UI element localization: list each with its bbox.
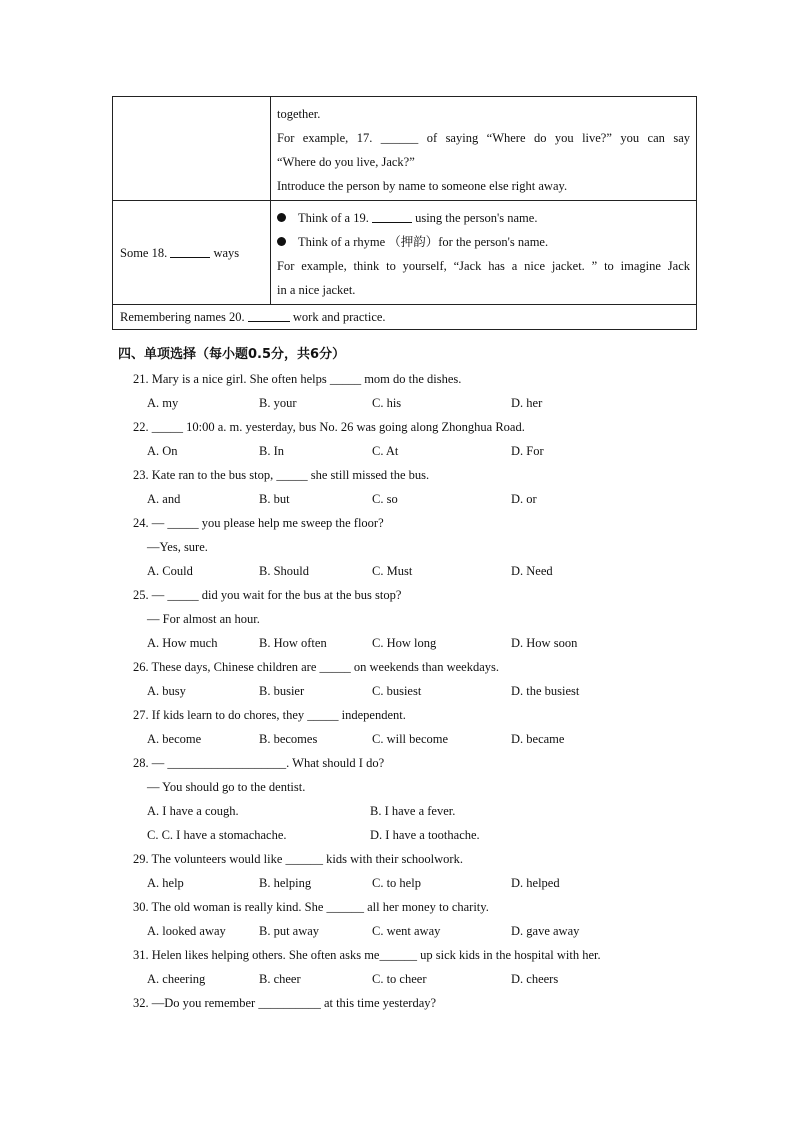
option-a[interactable]: A. cheering xyxy=(147,972,206,986)
option-d[interactable]: D. How soon xyxy=(511,636,578,650)
option-b[interactable]: B. Should xyxy=(259,564,310,578)
option-a[interactable]: A. and xyxy=(147,492,181,506)
bullet-prefix: Think of a 19. xyxy=(298,211,369,225)
question-stem: 25. — _____ did you wait for the bus at the bus stop? xyxy=(133,588,402,602)
ways-suffix: ways xyxy=(213,245,240,260)
table-row xyxy=(113,97,697,201)
option-c[interactable]: C. busiest xyxy=(372,684,422,698)
option-b[interactable]: B. put away xyxy=(259,924,320,938)
ways-prefix: Some 18. xyxy=(120,245,168,260)
option-d[interactable]: D. Need xyxy=(511,564,553,578)
table-cell-empty xyxy=(113,97,271,201)
answer-options xyxy=(147,636,707,656)
option-b[interactable]: B. busier xyxy=(259,684,305,698)
option-d[interactable]: D. helped xyxy=(511,876,560,890)
option-b[interactable]: B. cheer xyxy=(259,972,301,986)
option-a[interactable]: A. become xyxy=(147,732,202,746)
option-c[interactable]: C. C. I have a stomachache. xyxy=(147,828,287,842)
tip-line: For example, 17. ______ of saying “Where do you live?” you can say xyxy=(277,131,690,145)
answer-blank-19[interactable] xyxy=(372,210,412,223)
table-row xyxy=(113,201,697,305)
option-c[interactable]: C. will become xyxy=(372,732,449,746)
table-row xyxy=(113,305,697,330)
question-stem: 22. _____ 10:00 a. m. yesterday, bus No. 26 was going along Zhonghua Road. xyxy=(133,420,525,434)
option-b[interactable]: B. becomes xyxy=(259,732,318,746)
question-stem: 23. Kate ran to the bus stop, _____ she still missed the bus. xyxy=(133,468,430,482)
option-b[interactable]: B. helping xyxy=(259,876,312,890)
option-c[interactable]: C. went away xyxy=(372,924,441,938)
question-reply: —Yes, sure. xyxy=(147,540,208,554)
section-title: 四、单项选择（每小题0.5分，共6分） xyxy=(118,347,346,362)
answer-options xyxy=(147,804,707,824)
bullet-icon xyxy=(277,213,286,222)
table-cell-ways-detail xyxy=(271,201,697,305)
example-line: For example, think to yourself, “Jack has a nice jacket. ” to imagine Jack xyxy=(277,259,690,273)
bullet-text: Think of a rhyme （押韵）for the person's name. xyxy=(298,235,549,249)
option-c[interactable]: C. How long xyxy=(372,636,437,650)
question-reply: — For almost an hour. xyxy=(147,612,260,626)
option-d[interactable]: D. For xyxy=(511,444,544,458)
option-b[interactable]: B. In xyxy=(259,444,284,458)
answer-options xyxy=(147,876,707,896)
option-c[interactable]: C. so xyxy=(372,492,398,506)
option-a[interactable]: A. help xyxy=(147,876,184,890)
option-a[interactable]: A. Could xyxy=(147,564,193,578)
bullet-line xyxy=(277,206,690,230)
summary-suffix: work and practice. xyxy=(292,310,386,324)
table-cell-ways xyxy=(113,201,271,305)
option-d[interactable]: D. became xyxy=(511,732,565,746)
option-d[interactable]: D. the busiest xyxy=(511,684,580,698)
option-c[interactable]: C. At xyxy=(372,444,399,458)
option-a[interactable]: A. On xyxy=(147,444,178,458)
answer-blank-20[interactable] xyxy=(248,309,290,322)
answer-options xyxy=(147,564,707,584)
option-d[interactable]: D. or xyxy=(511,492,537,506)
option-a[interactable]: A. How much xyxy=(147,636,218,650)
option-d[interactable]: D. her xyxy=(511,396,543,410)
question-stem: 30. The old woman is really kind. She ______ all her money to charity. xyxy=(133,900,489,914)
example-line: in a nice jacket. xyxy=(277,283,356,297)
tip-line: “Where do you live, Jack?” xyxy=(277,155,415,169)
answer-options xyxy=(147,828,707,848)
question-stem: 31. Helen likes helping others. She often asks me______ up sick kids in the hospital with her. xyxy=(133,948,601,962)
answer-options xyxy=(147,684,707,704)
summary-table xyxy=(112,96,697,330)
answer-options xyxy=(147,396,707,416)
question-stem: 24. — _____ you please help me sweep the floor? xyxy=(133,516,384,530)
option-c[interactable]: C. to cheer xyxy=(372,972,427,986)
option-a[interactable]: A. looked away xyxy=(147,924,226,938)
option-c[interactable]: C. to help xyxy=(372,876,421,890)
table-cell-summary xyxy=(113,305,697,330)
question-reply: — You should go to the dentist. xyxy=(147,780,306,794)
question-stem: 29. The volunteers would like ______ kids with their schoolwork. xyxy=(133,852,463,866)
answer-options xyxy=(147,732,707,752)
answer-options xyxy=(147,444,707,464)
option-a[interactable]: A. my xyxy=(147,396,179,410)
option-b[interactable]: B. How often xyxy=(259,636,327,650)
answer-options xyxy=(147,924,707,944)
option-d[interactable]: D. cheers xyxy=(511,972,559,986)
question-stem: 32. —Do you remember __________ at this time yesterday? xyxy=(133,996,437,1010)
summary-prefix: Remembering names 20. xyxy=(120,310,245,324)
option-c[interactable]: C. his xyxy=(372,396,402,410)
tip-line: together. xyxy=(277,107,321,121)
option-c[interactable]: C. Must xyxy=(372,564,413,578)
option-b[interactable]: B. I have a fever. xyxy=(370,804,456,818)
bullet-line xyxy=(277,230,690,254)
option-d[interactable]: D. I have a toothache. xyxy=(370,828,480,842)
bullet-icon xyxy=(277,237,286,246)
question-stem: 27. If kids learn to do chores, they _____ independent. xyxy=(133,708,406,722)
answer-blank-18[interactable] xyxy=(170,245,210,258)
option-b[interactable]: B. your xyxy=(259,396,297,410)
question-stem: 28. — ___________________. What should I do? xyxy=(133,756,385,770)
option-d[interactable]: D. gave away xyxy=(511,924,580,938)
option-a[interactable]: A. I have a cough. xyxy=(147,804,239,818)
question-stem: 21. Mary is a nice girl. She often helps _____ mom do the dishes. xyxy=(133,372,462,386)
option-b[interactable]: B. but xyxy=(259,492,290,506)
bullet-suffix: using the person's name. xyxy=(415,211,538,225)
table-cell-tips xyxy=(271,97,697,201)
tip-line: Introduce the person by name to someone else right away. xyxy=(277,179,568,193)
answer-options xyxy=(147,972,707,992)
question-stem: 26. These days, Chinese children are _____ on weekends than weekdays. xyxy=(133,660,499,674)
option-a[interactable]: A. busy xyxy=(147,684,186,698)
answer-options xyxy=(147,492,707,512)
